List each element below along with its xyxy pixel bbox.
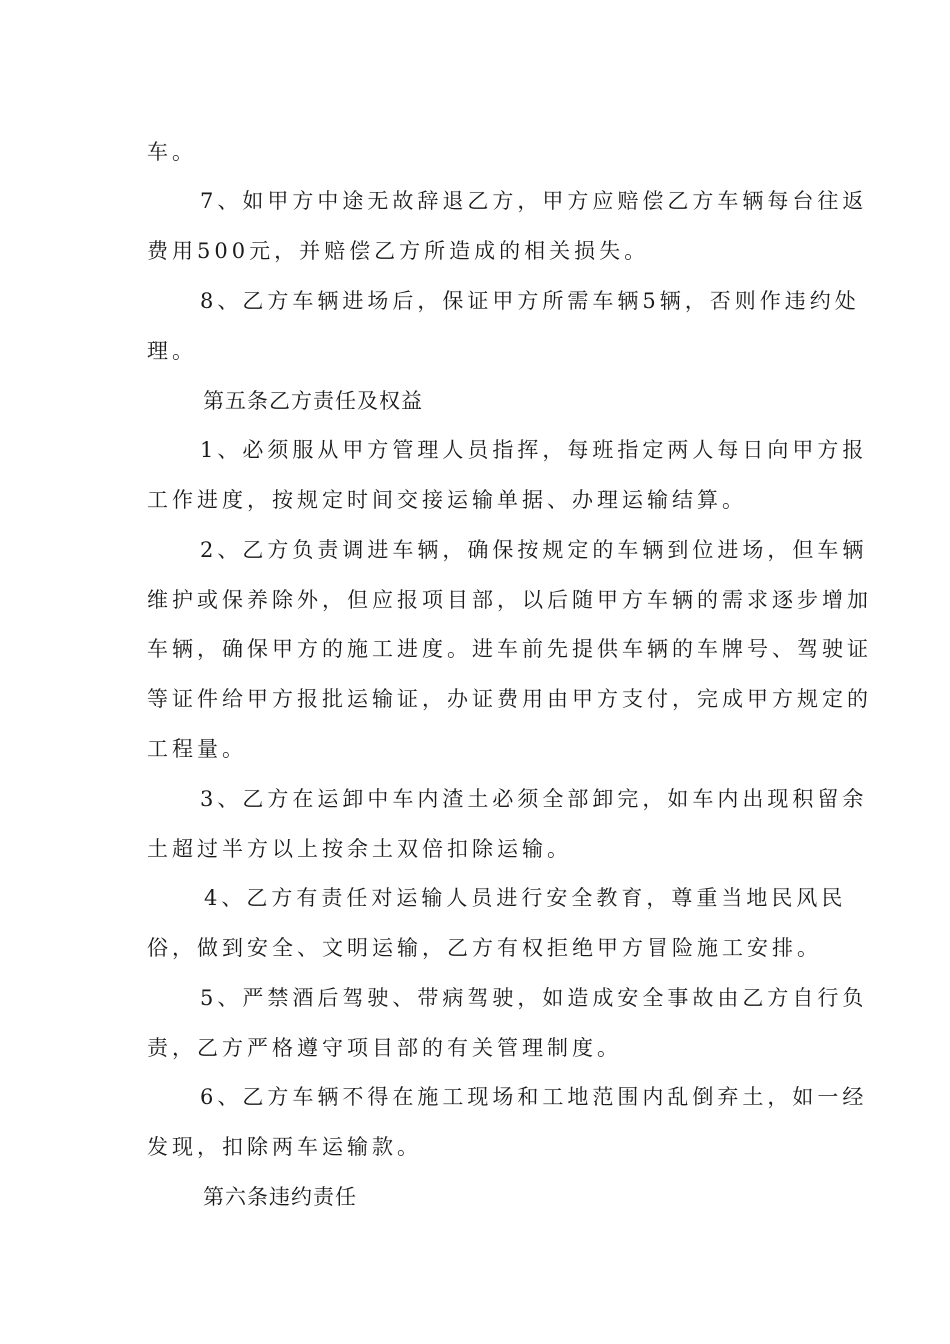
text-line: 5、严禁酒后驾驶、带病驾驶，如造成安全事故由乙方自行负 bbox=[200, 986, 868, 1010]
section-heading: 第五条乙方责任及权益 bbox=[203, 389, 423, 413]
text-line: 车辆，确保甲方的施工进度。进车前先提供车辆的车牌号、驾驶证 bbox=[147, 637, 872, 661]
text-line: 1、必须服从甲方管理人员指挥，每班指定两人每日向甲方报 bbox=[200, 438, 868, 462]
text-line: 工程量。 bbox=[147, 737, 247, 761]
text-line: 7、如甲方中途无故辞退乙方，甲方应赔偿乙方车辆每台往返 bbox=[200, 189, 868, 213]
text-line: 3、乙方在运卸中车内渣土必须全部卸完，如车内出现积留余 bbox=[200, 787, 868, 811]
text-line: 发现，扣除两车运输款。 bbox=[147, 1135, 422, 1159]
text-line: 8、乙方车辆进场后，保证甲方所需车辆5辆，否则作违约处 bbox=[200, 289, 860, 313]
text-line: 土超过半方以上按余土双倍扣除运输。 bbox=[147, 837, 572, 861]
text-line: 等证件给甲方报批运输证，办证费用由甲方支付，完成甲方规定的 bbox=[147, 687, 872, 711]
section-heading: 第六条违约责任 bbox=[203, 1185, 357, 1209]
text-line: 车。 bbox=[147, 140, 197, 164]
text-line: 俗，做到安全、文明运输，乙方有权拒绝甲方冒险施工安排。 bbox=[147, 936, 822, 960]
text-line: 费用500元，并赔偿乙方所造成的相关损失。 bbox=[147, 239, 650, 263]
text-line: 工作进度，按规定时间交接运输单据、办理运输结算。 bbox=[147, 488, 747, 512]
text-line: 理。 bbox=[147, 339, 197, 363]
text-line: 责，乙方严格遵守项目部的有关管理制度。 bbox=[147, 1036, 622, 1060]
text-line: 4、乙方有责任对运输人员进行安全教育，尊重当地民风民 bbox=[204, 886, 847, 910]
text-line: 2、乙方负责调进车辆，确保按规定的车辆到位进场，但车辆 bbox=[200, 538, 868, 562]
text-line: 维护或保养除外，但应报项目部，以后随甲方车辆的需求逐步增加 bbox=[147, 588, 872, 612]
text-line: 6、乙方车辆不得在施工现场和工地范围内乱倒弃土，如一经 bbox=[200, 1085, 868, 1109]
